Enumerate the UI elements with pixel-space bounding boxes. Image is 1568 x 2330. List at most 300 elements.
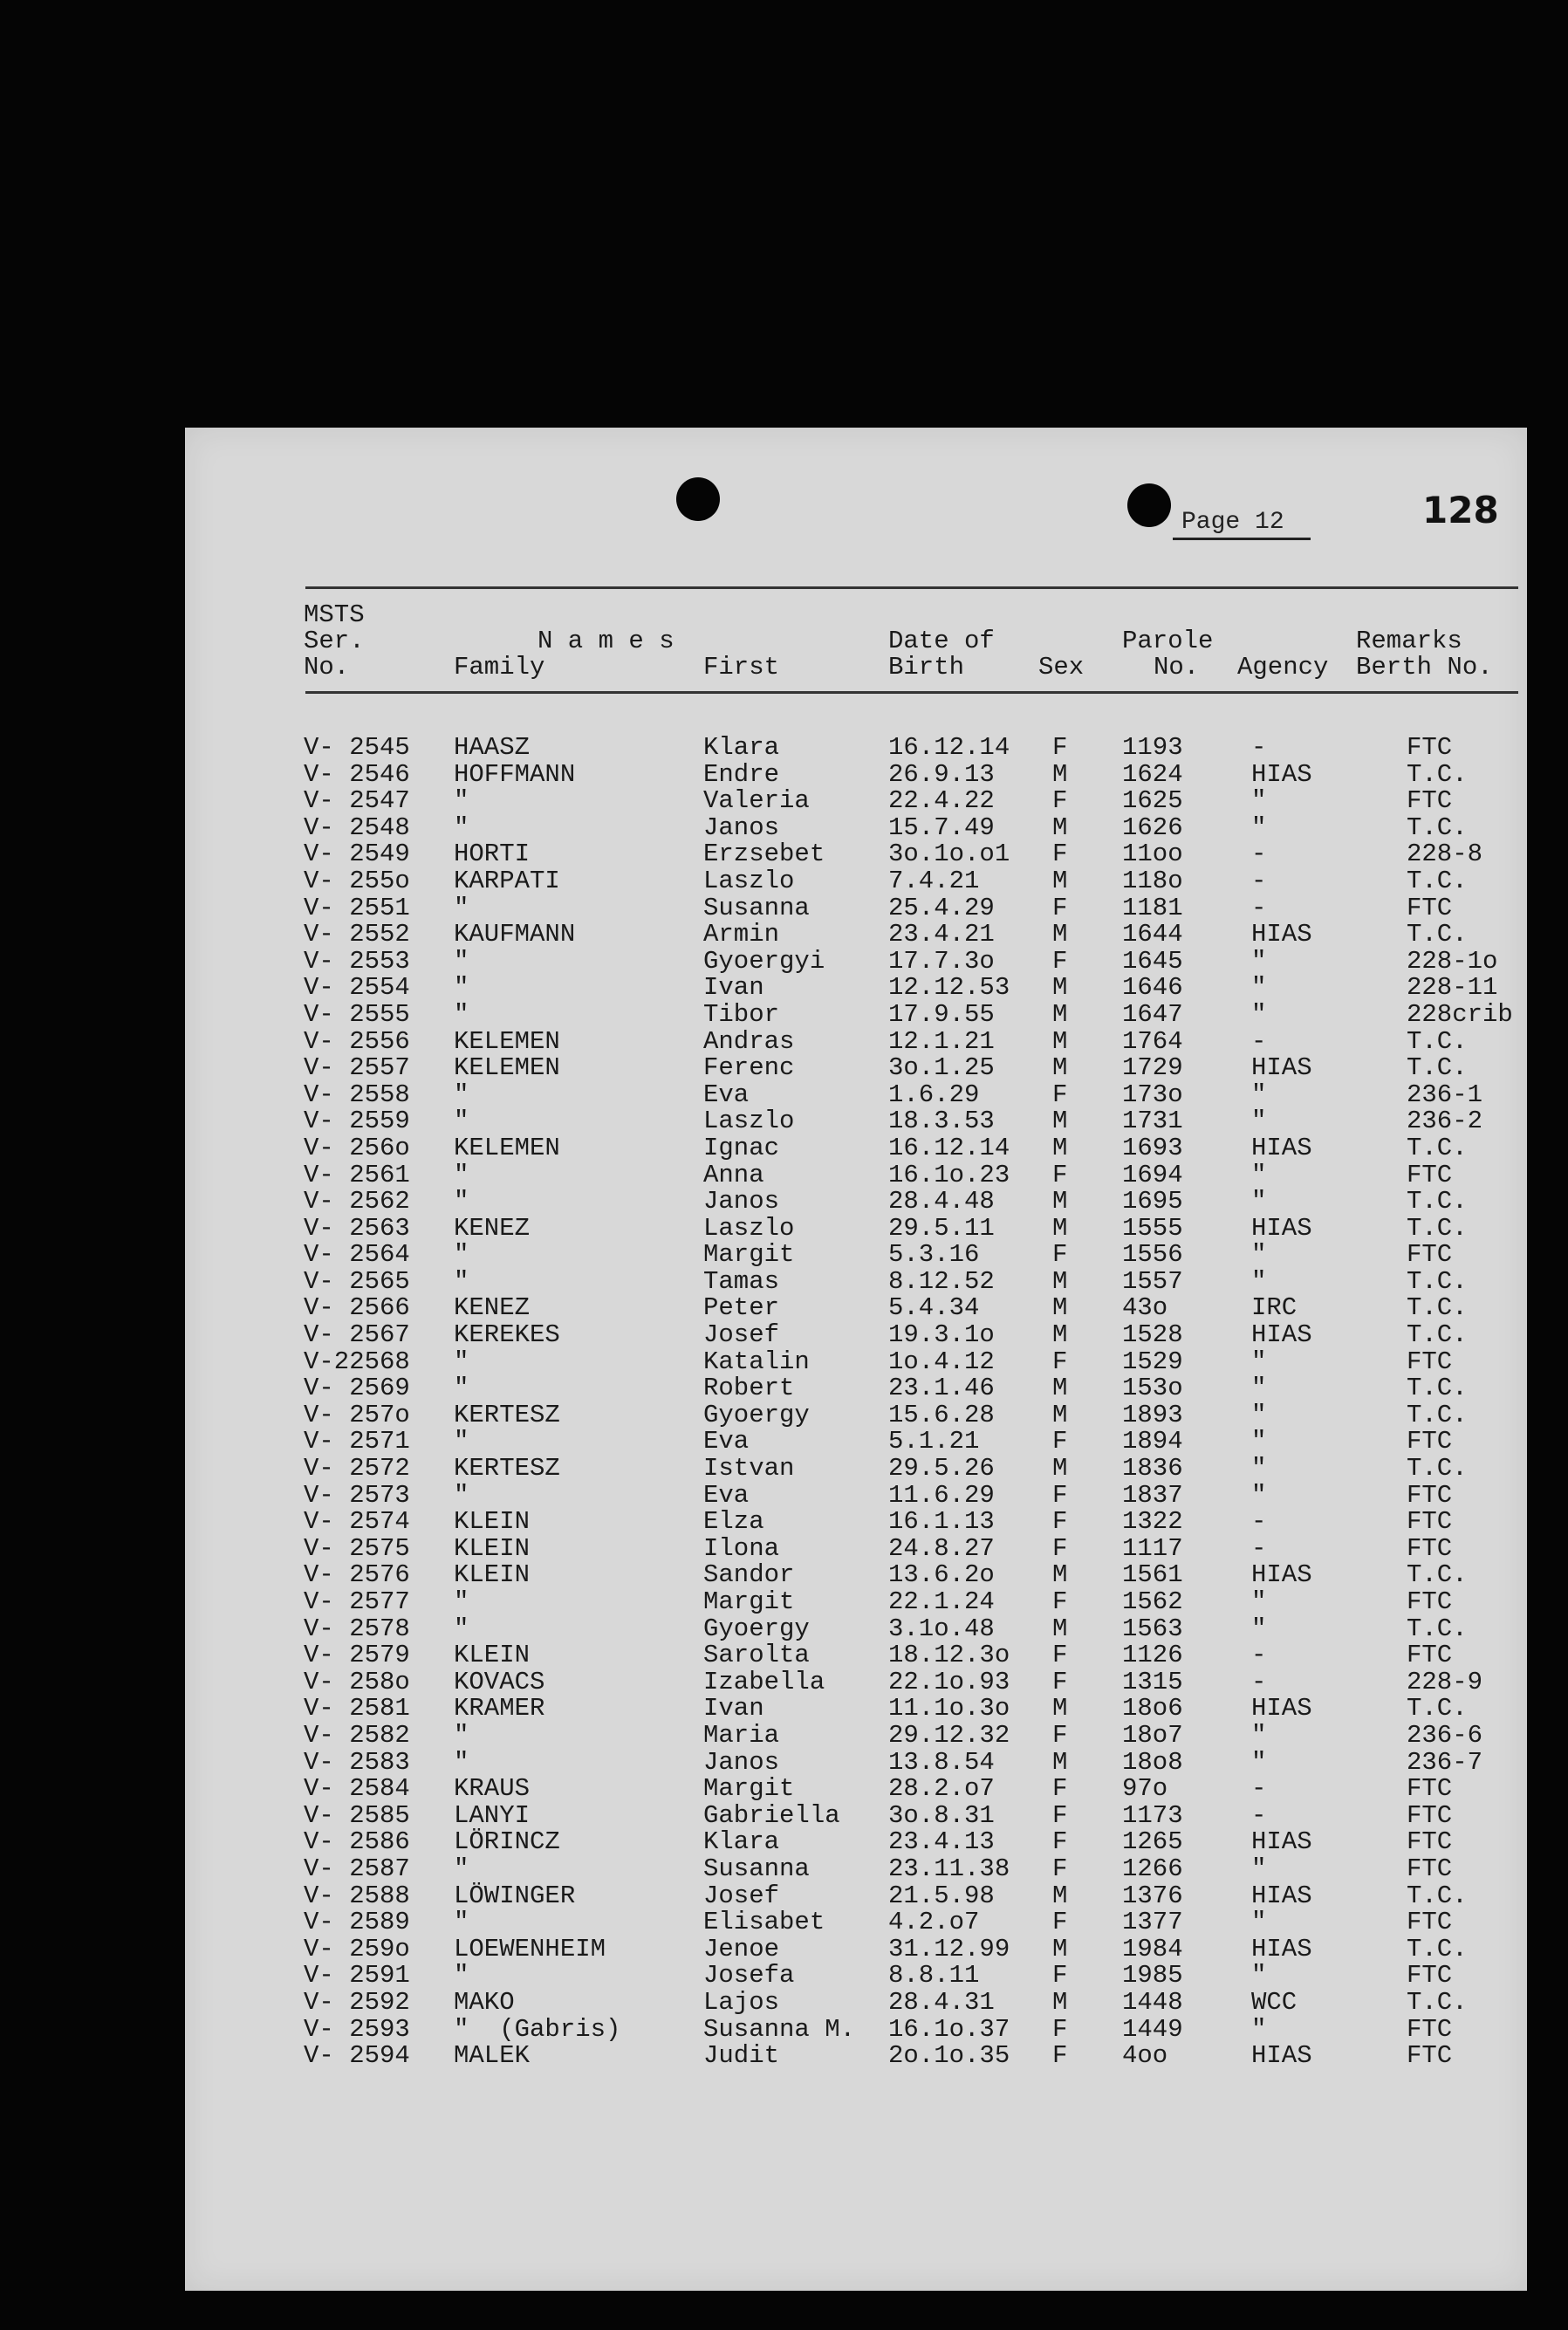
- ser-number: V- 2565: [304, 1266, 410, 1296]
- remarks: FTC: [1407, 1827, 1453, 1857]
- family-name: KLEIN: [454, 1507, 531, 1537]
- col-agency: Agency: [1237, 653, 1329, 682]
- date-of-birth: 15.7.49: [888, 812, 995, 842]
- table-row: [185, 735, 1527, 762]
- table-row: [185, 1266, 1527, 1296]
- remarks: 236-7: [1407, 1747, 1483, 1777]
- parole-number: 1647: [1122, 999, 1183, 1029]
- table-row: [185, 1616, 1527, 1643]
- sex: M: [1052, 759, 1068, 789]
- parole-number: 1315: [1122, 1667, 1183, 1696]
- ser-number: V- 257o: [304, 1400, 410, 1429]
- sex: F: [1052, 1533, 1068, 1563]
- first-name: Judit: [703, 2041, 780, 2071]
- remarks: T.C.: [1407, 920, 1468, 949]
- ser-number: V- 2584: [304, 1774, 410, 1804]
- remarks: FTC: [1407, 1480, 1453, 1510]
- table-row: [185, 1987, 1527, 2017]
- parole-number: 1562: [1122, 1587, 1183, 1616]
- sex: M: [1052, 1694, 1068, 1724]
- first-name: Armin: [703, 920, 780, 949]
- first-name: Elza: [703, 1507, 764, 1537]
- agency: HIAS: [1251, 2041, 1312, 2071]
- date-of-birth: 11.1o.3o: [888, 1694, 1010, 1724]
- family-name: LÖRINCZ: [454, 1827, 560, 1857]
- col-sex: Sex: [1038, 653, 1085, 682]
- ser-number: V- 2571: [304, 1427, 410, 1456]
- ser-number: V- 2574: [304, 1507, 410, 1537]
- col-no: No.: [304, 653, 350, 682]
- date-of-birth: 21.5.98: [888, 1881, 995, 1910]
- first-name: Peter: [703, 1293, 780, 1323]
- family-name: ": [454, 1427, 469, 1456]
- date-of-birth: 22.1.24: [888, 1587, 995, 1616]
- family-name: ": [454, 1614, 469, 1643]
- family-name: KARPATI: [454, 866, 560, 895]
- agency: -: [1251, 1800, 1267, 1830]
- first-name: Susanna: [703, 893, 810, 922]
- table-row: [185, 999, 1527, 1029]
- first-name: Elisabet: [703, 1908, 825, 1937]
- first-name: Klara: [703, 1827, 780, 1857]
- ser-number: V- 2546: [304, 759, 410, 789]
- parole-number: 1729: [1122, 1053, 1183, 1083]
- punch-hole: [1127, 483, 1171, 527]
- ser-number: V- 2594: [304, 2041, 410, 2071]
- remarks: 236-1: [1407, 1079, 1483, 1109]
- family-name: ": [454, 812, 469, 842]
- table-row: [185, 1189, 1527, 1216]
- ser-number: V- 2572: [304, 1454, 410, 1484]
- date-of-birth: 16.1o.37: [888, 2014, 1010, 2044]
- family-name: KELEMEN: [454, 1053, 560, 1083]
- table-row: [185, 1322, 1527, 1349]
- ser-number: V- 2554: [304, 973, 410, 1003]
- first-name: Klara: [703, 733, 780, 762]
- sex: F: [1052, 1961, 1068, 1991]
- first-name: Eva: [703, 1480, 750, 1510]
- remarks: FTC: [1407, 1347, 1453, 1376]
- remarks: T.C.: [1407, 1987, 1468, 2017]
- date-of-birth: 3o.1.25: [888, 1053, 995, 1083]
- remarks: 228-9: [1407, 1667, 1483, 1696]
- family-name: ": [454, 893, 469, 922]
- sex: M: [1052, 999, 1068, 1029]
- date-of-birth: 13.6.2o: [888, 1560, 995, 1590]
- parole-number: 1117: [1122, 1533, 1183, 1563]
- remarks: 236-6: [1407, 1720, 1483, 1750]
- family-name: ": [454, 1160, 469, 1189]
- remarks: FTC: [1407, 1587, 1453, 1616]
- first-name: Maria: [703, 1720, 780, 1750]
- first-name: Tibor: [703, 999, 780, 1029]
- family-name: KELEMEN: [454, 1133, 560, 1162]
- parole-number: 1448: [1122, 1987, 1183, 2017]
- family-name: ": [454, 946, 469, 976]
- ser-number: V- 2562: [304, 1187, 410, 1216]
- family-name: KENEZ: [454, 1293, 531, 1323]
- parole-number: 1193: [1122, 733, 1183, 762]
- passenger-table: [185, 735, 1527, 2070]
- sex: F: [1052, 839, 1068, 869]
- ser-number: V- 2589: [304, 1908, 410, 1937]
- remarks: FTC: [1407, 2041, 1453, 2071]
- table-row: [185, 868, 1527, 895]
- table-row: [185, 895, 1527, 922]
- parole-number: 1377: [1122, 1908, 1183, 1937]
- agency: ": [1251, 1160, 1267, 1189]
- family-name: ": [454, 1374, 469, 1403]
- ser-number: V- 2581: [304, 1694, 410, 1724]
- family-name: ": [454, 1266, 469, 1296]
- agency: ": [1251, 1614, 1267, 1643]
- date-of-birth: 16.1o.23: [888, 1160, 1010, 1189]
- col-names: N a m e s: [538, 627, 674, 655]
- col-parole-no: No.: [1154, 653, 1200, 682]
- parole-number: 1322: [1122, 1507, 1183, 1537]
- family-name: ": [454, 1587, 469, 1616]
- table-row: [185, 1669, 1527, 1696]
- sex: F: [1052, 1587, 1068, 1616]
- sex: F: [1052, 1480, 1068, 1510]
- family-name: HAASZ: [454, 733, 531, 762]
- parole-number: 1181: [1122, 893, 1183, 922]
- agency: ": [1251, 1587, 1267, 1616]
- family-name: HORTI: [454, 839, 531, 869]
- table-row: [185, 1642, 1527, 1669]
- date-of-birth: 23.4.13: [888, 1827, 995, 1857]
- date-of-birth: 17.9.55: [888, 999, 995, 1029]
- date-of-birth: 17.7.3o: [888, 946, 995, 976]
- agency: ": [1251, 1747, 1267, 1777]
- col-birth: Birth: [888, 653, 965, 682]
- date-of-birth: 23.1.46: [888, 1374, 995, 1403]
- first-name: Lajos: [703, 1987, 780, 2017]
- sex: M: [1052, 1560, 1068, 1590]
- remarks: FTC: [1407, 733, 1453, 762]
- sex: F: [1052, 1641, 1068, 1670]
- table-row: [185, 1562, 1527, 1589]
- col-msts: MSTS: [304, 600, 365, 629]
- date-of-birth: 28.4.48: [888, 1187, 995, 1216]
- sex: F: [1052, 1827, 1068, 1857]
- sex: M: [1052, 1987, 1068, 2017]
- agency: HIAS: [1251, 1133, 1312, 1162]
- agency: ": [1251, 1400, 1267, 1429]
- table-row: [185, 841, 1527, 868]
- parole-number: 1645: [1122, 946, 1183, 976]
- ser-number: V- 2579: [304, 1641, 410, 1670]
- parole-number: 18o7: [1122, 1720, 1183, 1750]
- first-name: Anna: [703, 1160, 764, 1189]
- first-name: Robert: [703, 1374, 795, 1403]
- agency: ": [1251, 1079, 1267, 1109]
- table-row: [185, 1856, 1527, 1883]
- parole-number: 153o: [1122, 1374, 1183, 1403]
- parole-number: 1694: [1122, 1160, 1183, 1189]
- parole-number: 1624: [1122, 759, 1183, 789]
- table-row: [185, 1533, 1527, 1563]
- ser-number: V- 2559: [304, 1107, 410, 1136]
- remarks: T.C.: [1407, 1187, 1468, 1216]
- parole-number: 1984: [1122, 1934, 1183, 1963]
- table-row: [185, 922, 1527, 949]
- date-of-birth: 18.12.3o: [888, 1641, 1010, 1670]
- date-of-birth: 8.12.52: [888, 1266, 995, 1296]
- document-page: [185, 428, 1527, 2291]
- date-of-birth: 28.4.31: [888, 1987, 995, 2017]
- parole-number: 1556: [1122, 1240, 1183, 1270]
- remarks: 228-11: [1407, 973, 1498, 1003]
- parole-number: 1626: [1122, 812, 1183, 842]
- first-name: Ilona: [703, 1533, 780, 1563]
- remarks: FTC: [1407, 786, 1453, 816]
- sex: M: [1052, 1374, 1068, 1403]
- first-name: Janos: [703, 1187, 780, 1216]
- col-parole: Parole: [1122, 627, 1214, 655]
- first-name: Gyoergy: [703, 1400, 810, 1429]
- family-name: KRAUS: [454, 1774, 531, 1804]
- agency: ": [1251, 1240, 1267, 1270]
- remarks: T.C.: [1407, 1454, 1468, 1484]
- agency: ": [1251, 1374, 1267, 1403]
- remarks: T.C.: [1407, 1374, 1468, 1403]
- first-name: Ivan: [703, 973, 764, 1003]
- date-of-birth: 3o.1o.o1: [888, 839, 1010, 869]
- parole-number: 173o: [1122, 1079, 1183, 1109]
- sex: M: [1052, 1881, 1068, 1910]
- first-name: Eva: [703, 1427, 750, 1456]
- sex: M: [1052, 1266, 1068, 1296]
- family-name: ": [454, 1347, 469, 1376]
- remarks: T.C.: [1407, 1934, 1468, 1963]
- ser-number: V- 2576: [304, 1560, 410, 1590]
- agency: HIAS: [1251, 1213, 1312, 1243]
- ser-number: V- 2548: [304, 812, 410, 842]
- table-row: [185, 1402, 1527, 1429]
- family-name: KERTESZ: [454, 1400, 560, 1429]
- agency: ": [1251, 1480, 1267, 1510]
- parole-number: 1528: [1122, 1320, 1183, 1350]
- page-number: 128: [1422, 489, 1499, 531]
- family-name: MAKO: [454, 1987, 515, 2017]
- parole-number: 1563: [1122, 1614, 1183, 1643]
- agency: ": [1251, 946, 1267, 976]
- first-name: Valeria: [703, 786, 810, 816]
- table-row: [185, 2014, 1527, 2044]
- first-name: Gyoergyi: [703, 946, 825, 976]
- ser-number: V- 2549: [304, 839, 410, 869]
- family-name: ": [454, 973, 469, 1003]
- family-name: ": [454, 1107, 469, 1136]
- table-row: [185, 1055, 1527, 1082]
- ser-number: V- 2582: [304, 1720, 410, 1750]
- date-of-birth: 12.12.53: [888, 973, 1010, 1003]
- first-name: Tamas: [703, 1266, 780, 1296]
- page-label: Page 12: [1173, 508, 1311, 540]
- first-name: Ivan: [703, 1694, 764, 1724]
- sex: F: [1052, 1800, 1068, 1830]
- date-of-birth: 1.6.29: [888, 1079, 980, 1109]
- family-name: ": [454, 1961, 469, 1991]
- table-row: [185, 2043, 1527, 2070]
- date-of-birth: 29.12.32: [888, 1720, 1010, 1750]
- family-name: ": [454, 1240, 469, 1270]
- ser-number: V- 2578: [304, 1614, 410, 1643]
- parole-number: 18o6: [1122, 1694, 1183, 1724]
- parole-number: 97o: [1122, 1774, 1168, 1804]
- date-of-birth: 8.8.11: [888, 1961, 980, 1991]
- agency: -: [1251, 893, 1267, 922]
- ser-number: V- 255o: [304, 866, 410, 895]
- sex: M: [1052, 1400, 1068, 1429]
- sex: F: [1052, 1240, 1068, 1270]
- sex: M: [1052, 1934, 1068, 1963]
- parole-number: 1126: [1122, 1641, 1183, 1670]
- date-of-birth: 15.6.28: [888, 1400, 995, 1429]
- date-of-birth: 7.4.21: [888, 866, 980, 895]
- first-name: Sarolta: [703, 1641, 810, 1670]
- table-row: [185, 1589, 1527, 1616]
- family-name: ": [454, 999, 469, 1029]
- sex: F: [1052, 2014, 1068, 2044]
- family-name: ": [454, 1908, 469, 1937]
- remarks: T.C.: [1407, 1266, 1468, 1296]
- first-name: Ignac: [703, 1133, 780, 1162]
- ser-number: V- 2592: [304, 1987, 410, 2017]
- agency: -: [1251, 866, 1267, 895]
- agency: ": [1251, 999, 1267, 1029]
- remarks: T.C.: [1407, 1694, 1468, 1724]
- first-name: Laszlo: [703, 1213, 795, 1243]
- family-name: " (Gabris): [454, 2014, 621, 2044]
- ser-number: V- 2588: [304, 1881, 410, 1910]
- first-name: Laszlo: [703, 866, 795, 895]
- remarks: 228-8: [1407, 839, 1483, 869]
- agency: ": [1251, 1347, 1267, 1376]
- sex: M: [1052, 1213, 1068, 1243]
- sex: M: [1052, 1133, 1068, 1162]
- parole-number: 1731: [1122, 1107, 1183, 1136]
- parole-number: 1836: [1122, 1454, 1183, 1484]
- family-name: LANYI: [454, 1800, 531, 1830]
- first-name: Endre: [703, 759, 780, 789]
- table-row: [185, 1480, 1527, 1510]
- parole-number: 1529: [1122, 1347, 1183, 1376]
- agency: ": [1251, 786, 1267, 816]
- col-ser: Ser.: [304, 627, 365, 655]
- ser-number: V- 259o: [304, 1934, 410, 1963]
- family-name: ": [454, 1187, 469, 1216]
- first-name: Janos: [703, 812, 780, 842]
- date-of-birth: 2o.1o.35: [888, 2041, 1010, 2071]
- first-name: Josef: [703, 1320, 780, 1350]
- sex: F: [1052, 1667, 1068, 1696]
- remarks: T.C.: [1407, 1293, 1468, 1323]
- parole-number: 1625: [1122, 786, 1183, 816]
- date-of-birth: 23.11.38: [888, 1854, 1010, 1883]
- ser-number: V- 2593: [304, 2014, 410, 2044]
- remarks: 236-2: [1407, 1107, 1483, 1136]
- sex: M: [1052, 1614, 1068, 1643]
- sex: M: [1052, 1026, 1068, 1056]
- date-of-birth: 1o.4.12: [888, 1347, 995, 1376]
- table-row: [185, 1162, 1527, 1189]
- first-name: Izabella: [703, 1667, 825, 1696]
- agency: WCC: [1251, 1987, 1298, 2017]
- sex: M: [1052, 812, 1068, 842]
- agency: ": [1251, 1187, 1267, 1216]
- date-of-birth: 12.1.21: [888, 1026, 995, 1056]
- date-of-birth: 22.1o.93: [888, 1667, 1010, 1696]
- sex: F: [1052, 2041, 1068, 2071]
- agency: -: [1251, 1641, 1267, 1670]
- remarks: T.C.: [1407, 1026, 1468, 1056]
- remarks: FTC: [1407, 1641, 1453, 1670]
- ser-number: V- 2547: [304, 786, 410, 816]
- first-name: Josef: [703, 1881, 780, 1910]
- table-row: [185, 1429, 1527, 1456]
- ser-number: V- 2545: [304, 733, 410, 762]
- agency: -: [1251, 1774, 1267, 1804]
- family-name: ": [454, 1480, 469, 1510]
- first-name: Gyoergy: [703, 1614, 810, 1643]
- remarks: FTC: [1407, 1507, 1453, 1537]
- ser-number: V- 2566: [304, 1293, 410, 1323]
- date-of-birth: 28.2.o7: [888, 1774, 995, 1804]
- agency: -: [1251, 839, 1267, 869]
- date-of-birth: 16.12.14: [888, 1133, 1010, 1162]
- family-name: ": [454, 1720, 469, 1750]
- ser-number: V- 2551: [304, 893, 410, 922]
- parole-number: 1894: [1122, 1427, 1183, 1456]
- remarks: T.C.: [1407, 1400, 1468, 1429]
- sex: F: [1052, 1854, 1068, 1883]
- table-row: [185, 759, 1527, 789]
- remarks: T.C.: [1407, 1614, 1468, 1643]
- first-name: Andras: [703, 1026, 795, 1056]
- parole-number: 1265: [1122, 1827, 1183, 1857]
- sex: M: [1052, 973, 1068, 1003]
- col-berth-no: Berth No.: [1356, 653, 1493, 682]
- agency: HIAS: [1251, 1560, 1312, 1590]
- date-of-birth: 5.4.34: [888, 1293, 980, 1323]
- table-row: [185, 1509, 1527, 1536]
- table-row: [185, 1375, 1527, 1402]
- agency: ": [1251, 1454, 1267, 1484]
- remarks: T.C.: [1407, 1320, 1468, 1350]
- date-of-birth: 26.9.13: [888, 759, 995, 789]
- first-name: Istvan: [703, 1454, 795, 1484]
- agency: HIAS: [1251, 920, 1312, 949]
- sex: M: [1052, 1747, 1068, 1777]
- agency: HIAS: [1251, 1881, 1312, 1910]
- punch-hole: [676, 477, 720, 521]
- parole-number: 4oo: [1122, 2041, 1168, 2071]
- remarks: FTC: [1407, 1774, 1453, 1804]
- parole-number: 1376: [1122, 1881, 1183, 1910]
- date-of-birth: 29.5.26: [888, 1454, 995, 1484]
- date-of-birth: 24.8.27: [888, 1533, 995, 1563]
- remarks: 228-1o: [1407, 946, 1498, 976]
- sex: F: [1052, 1720, 1068, 1750]
- sex: M: [1052, 866, 1068, 895]
- agency: HIAS: [1251, 1934, 1312, 1963]
- date-of-birth: 25.4.29: [888, 893, 995, 922]
- table-row: [185, 1963, 1527, 1990]
- parole-number: 18o8: [1122, 1747, 1183, 1777]
- table-row: [185, 1456, 1527, 1483]
